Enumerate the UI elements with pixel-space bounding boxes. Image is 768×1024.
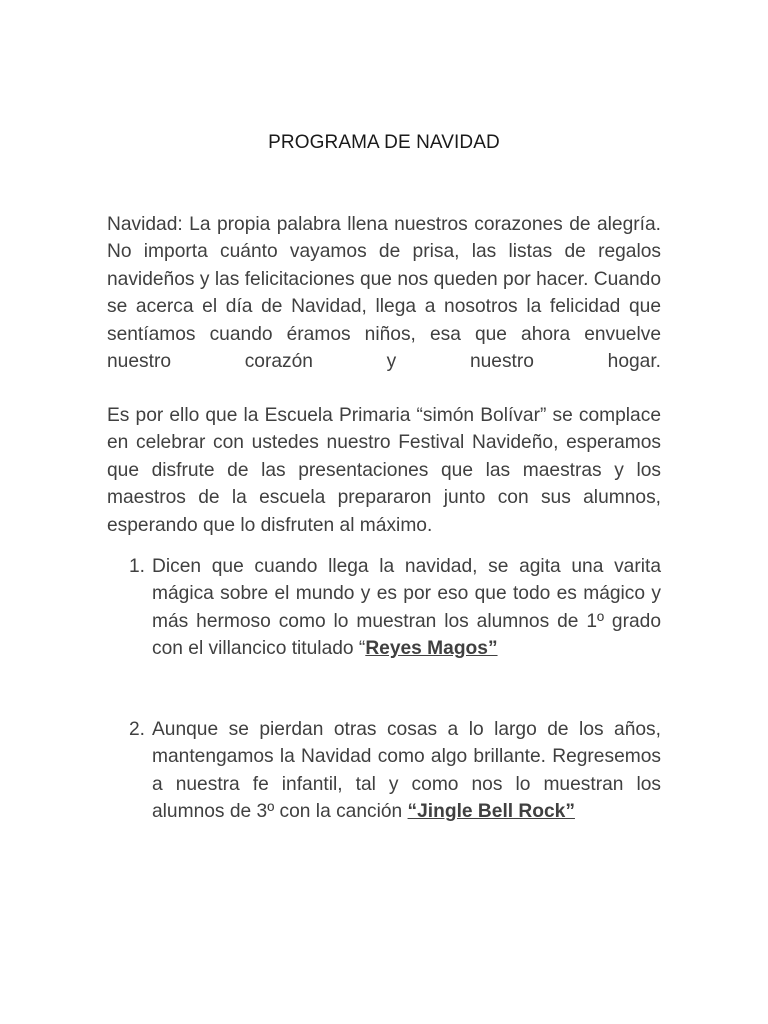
intro-paragraph: Navidad: La propia palabra llena nuestros corazones de alegría. No importa cuánto vayamos de prisa, las listas de regalos navideños y las felicitaciones que nos queden por hacer. Cuando se acerca el día de Navidad, llega a nosotros la felicidad que sentíamos cuando éramos niños, esa que ahora envuelve nuestro corazón y nuestro hogar. (107, 214, 661, 373)
program-item-description: Dicen que cuando llega la navidad, se agita una varita mágica sobre el mundo y es por eso que todo es mágico y más hermoso como lo muestran los alumnos de 1º grado con el villancico titulado “ (152, 556, 661, 660)
program-item-number: 1. (129, 556, 146, 577)
program-item-song-title: “Jingle Bell Rock” (407, 801, 575, 823)
program-item-text (152, 716, 661, 826)
school-paragraph: Es por ello que la Escuela Primaria “simón Bolívar” se complace en celebrar con ustedes nuestro Festival Navideño, esperamos que disfrute de las presentaciones que las maestras y los maestros de la escuela prepararon junto con sus alumnos, esperando que lo disfruten al máximo. (107, 405, 661, 536)
program-item-text (152, 553, 661, 663)
document-title: PROGRAMA DE NAVIDAD (268, 132, 500, 153)
program-item-number: 2. (129, 719, 146, 740)
program-item-description: Aunque se pierdan otras cosas a lo largo de los años, mantengamos la Navidad como algo brillante. Regresemos a nuestra fe infantil, tal y como nos lo muestran los alumnos de 3º con la canción (152, 719, 661, 823)
program-item-song-title: Reyes Magos” (365, 638, 498, 660)
